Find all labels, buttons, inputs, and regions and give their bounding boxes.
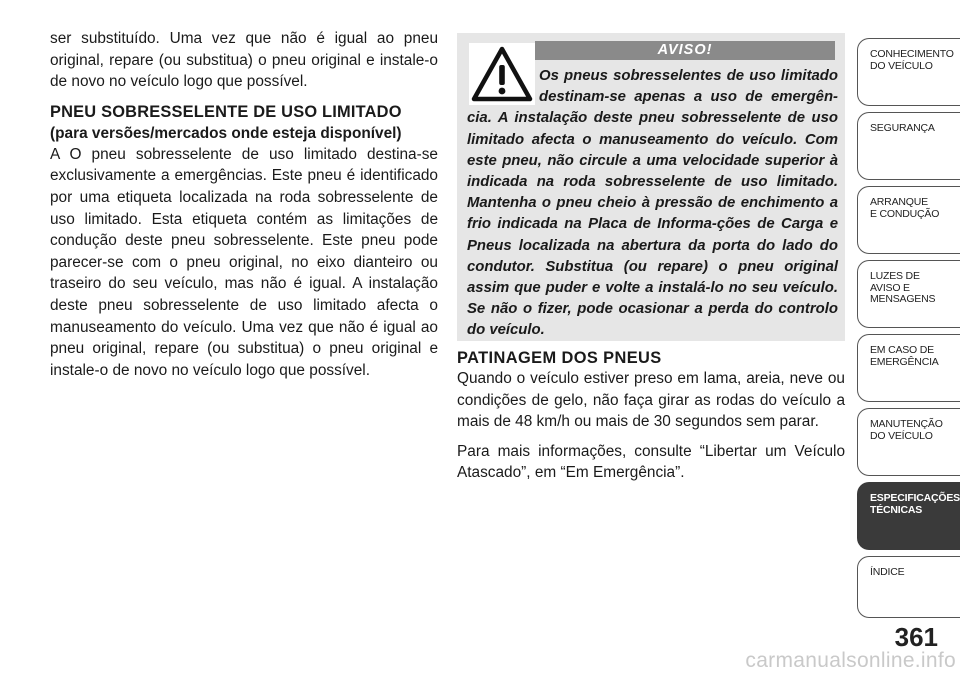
tab-conhecimento-veiculo[interactable]: CONHECIMENTO DO VEÍCULO bbox=[857, 38, 960, 106]
warning-text-block bbox=[467, 66, 838, 342]
tab-indice[interactable]: ÍNDICE bbox=[857, 556, 960, 618]
tire-spin-paragraph-2: Para mais informações, consulte “Libertar um Veículo Atascado”, em “Em Emergência”. bbox=[457, 442, 845, 482]
tire-spin-heading: PATINAGEM DOS PNEUS bbox=[457, 349, 662, 367]
warning-text: Os pneus sobresselentes de uso limitado destinam-se apenas a uso de emergên-cia. A instalação deste pneu sobresselente de uso limitado afecta o manuseamento do veículo. Com este pneu, não circule a uma velocidade superior à indicada na roda sobresselente de uso limitado. Mantenha o pneu cheio à pressão de enchimento a frio indicada na Placa de Informa-ções de Carga e Pneus localizada na abertura da porta do lado do condutor. Substitua (ou repare) o pneu original assim que puder e volte a instalá-lo no seu veículo. Se não o fizer, pode ocasionar a perda do controlo do veículo. bbox=[467, 68, 838, 339]
tire-spin-paragraph-1: Quando o veículo estiver preso em lama, areia, neve ou condições de gelo, não faça girar as rodas do veículo a mais de 48 km/h ou mais de 30 segundos sem parar. bbox=[457, 370, 845, 431]
tab-arranque-conducao[interactable]: ARRANQUE E CONDUÇÃO bbox=[857, 186, 960, 254]
limited-spare-heading: PNEU SOBRESSELENTE DE USO LIMITADO bbox=[50, 102, 402, 121]
tab-luzes-aviso[interactable]: LUZES DE AVISO E MENSAGENS bbox=[857, 260, 960, 328]
limited-spare-body: A O pneu sobresselente de uso limitado destina-se exclusivamente a emergências. Este pneu é identificado por uma etiqueta localizada na roda sobresselente de uso limitado. Esta etiqueta contém as limitações de condução deste pneu sobresselente. Este pneu pode parecer-se com o pneu original, no eixo dianteiro ou traseiro do seu veículo, mas não é igual. A instalação deste pneu sobresselente de uso limitado afecta o manuseamento do veículo. Uma vez que não é igual ao pneu original, repare (ou substitua) o pneu original e instale-o de novo no veículo logo que possível. bbox=[50, 145, 438, 379]
tab-manutencao-veiculo[interactable]: MANUTENÇÃO DO VEÍCULO bbox=[857, 408, 960, 476]
watermark: carmanualsonline.info bbox=[745, 649, 956, 672]
warning-title: AVISO! bbox=[535, 41, 835, 60]
right-column bbox=[457, 348, 845, 492]
continued-paragraph: ser substituído. Uma vez que não é igual ao pneu original, repare (ou substitua) o pneu original e instale-o de novo no veículo logo que possível. bbox=[50, 30, 438, 91]
tab-especificacoes-tecnicas[interactable]: ESPECIFICAÇÕES TÉCNICAS bbox=[857, 482, 960, 550]
tab-seguranca[interactable]: SEGURANÇA bbox=[857, 112, 960, 180]
warning-box bbox=[457, 33, 845, 341]
left-column bbox=[50, 28, 438, 390]
page-number: 361 bbox=[894, 622, 938, 652]
tab-em-caso-emergencia[interactable]: EM CASO DE EMERGÊNCIA bbox=[857, 334, 960, 402]
limited-spare-subheading: (para versões/mercados onde esteja disponível) bbox=[50, 124, 402, 142]
